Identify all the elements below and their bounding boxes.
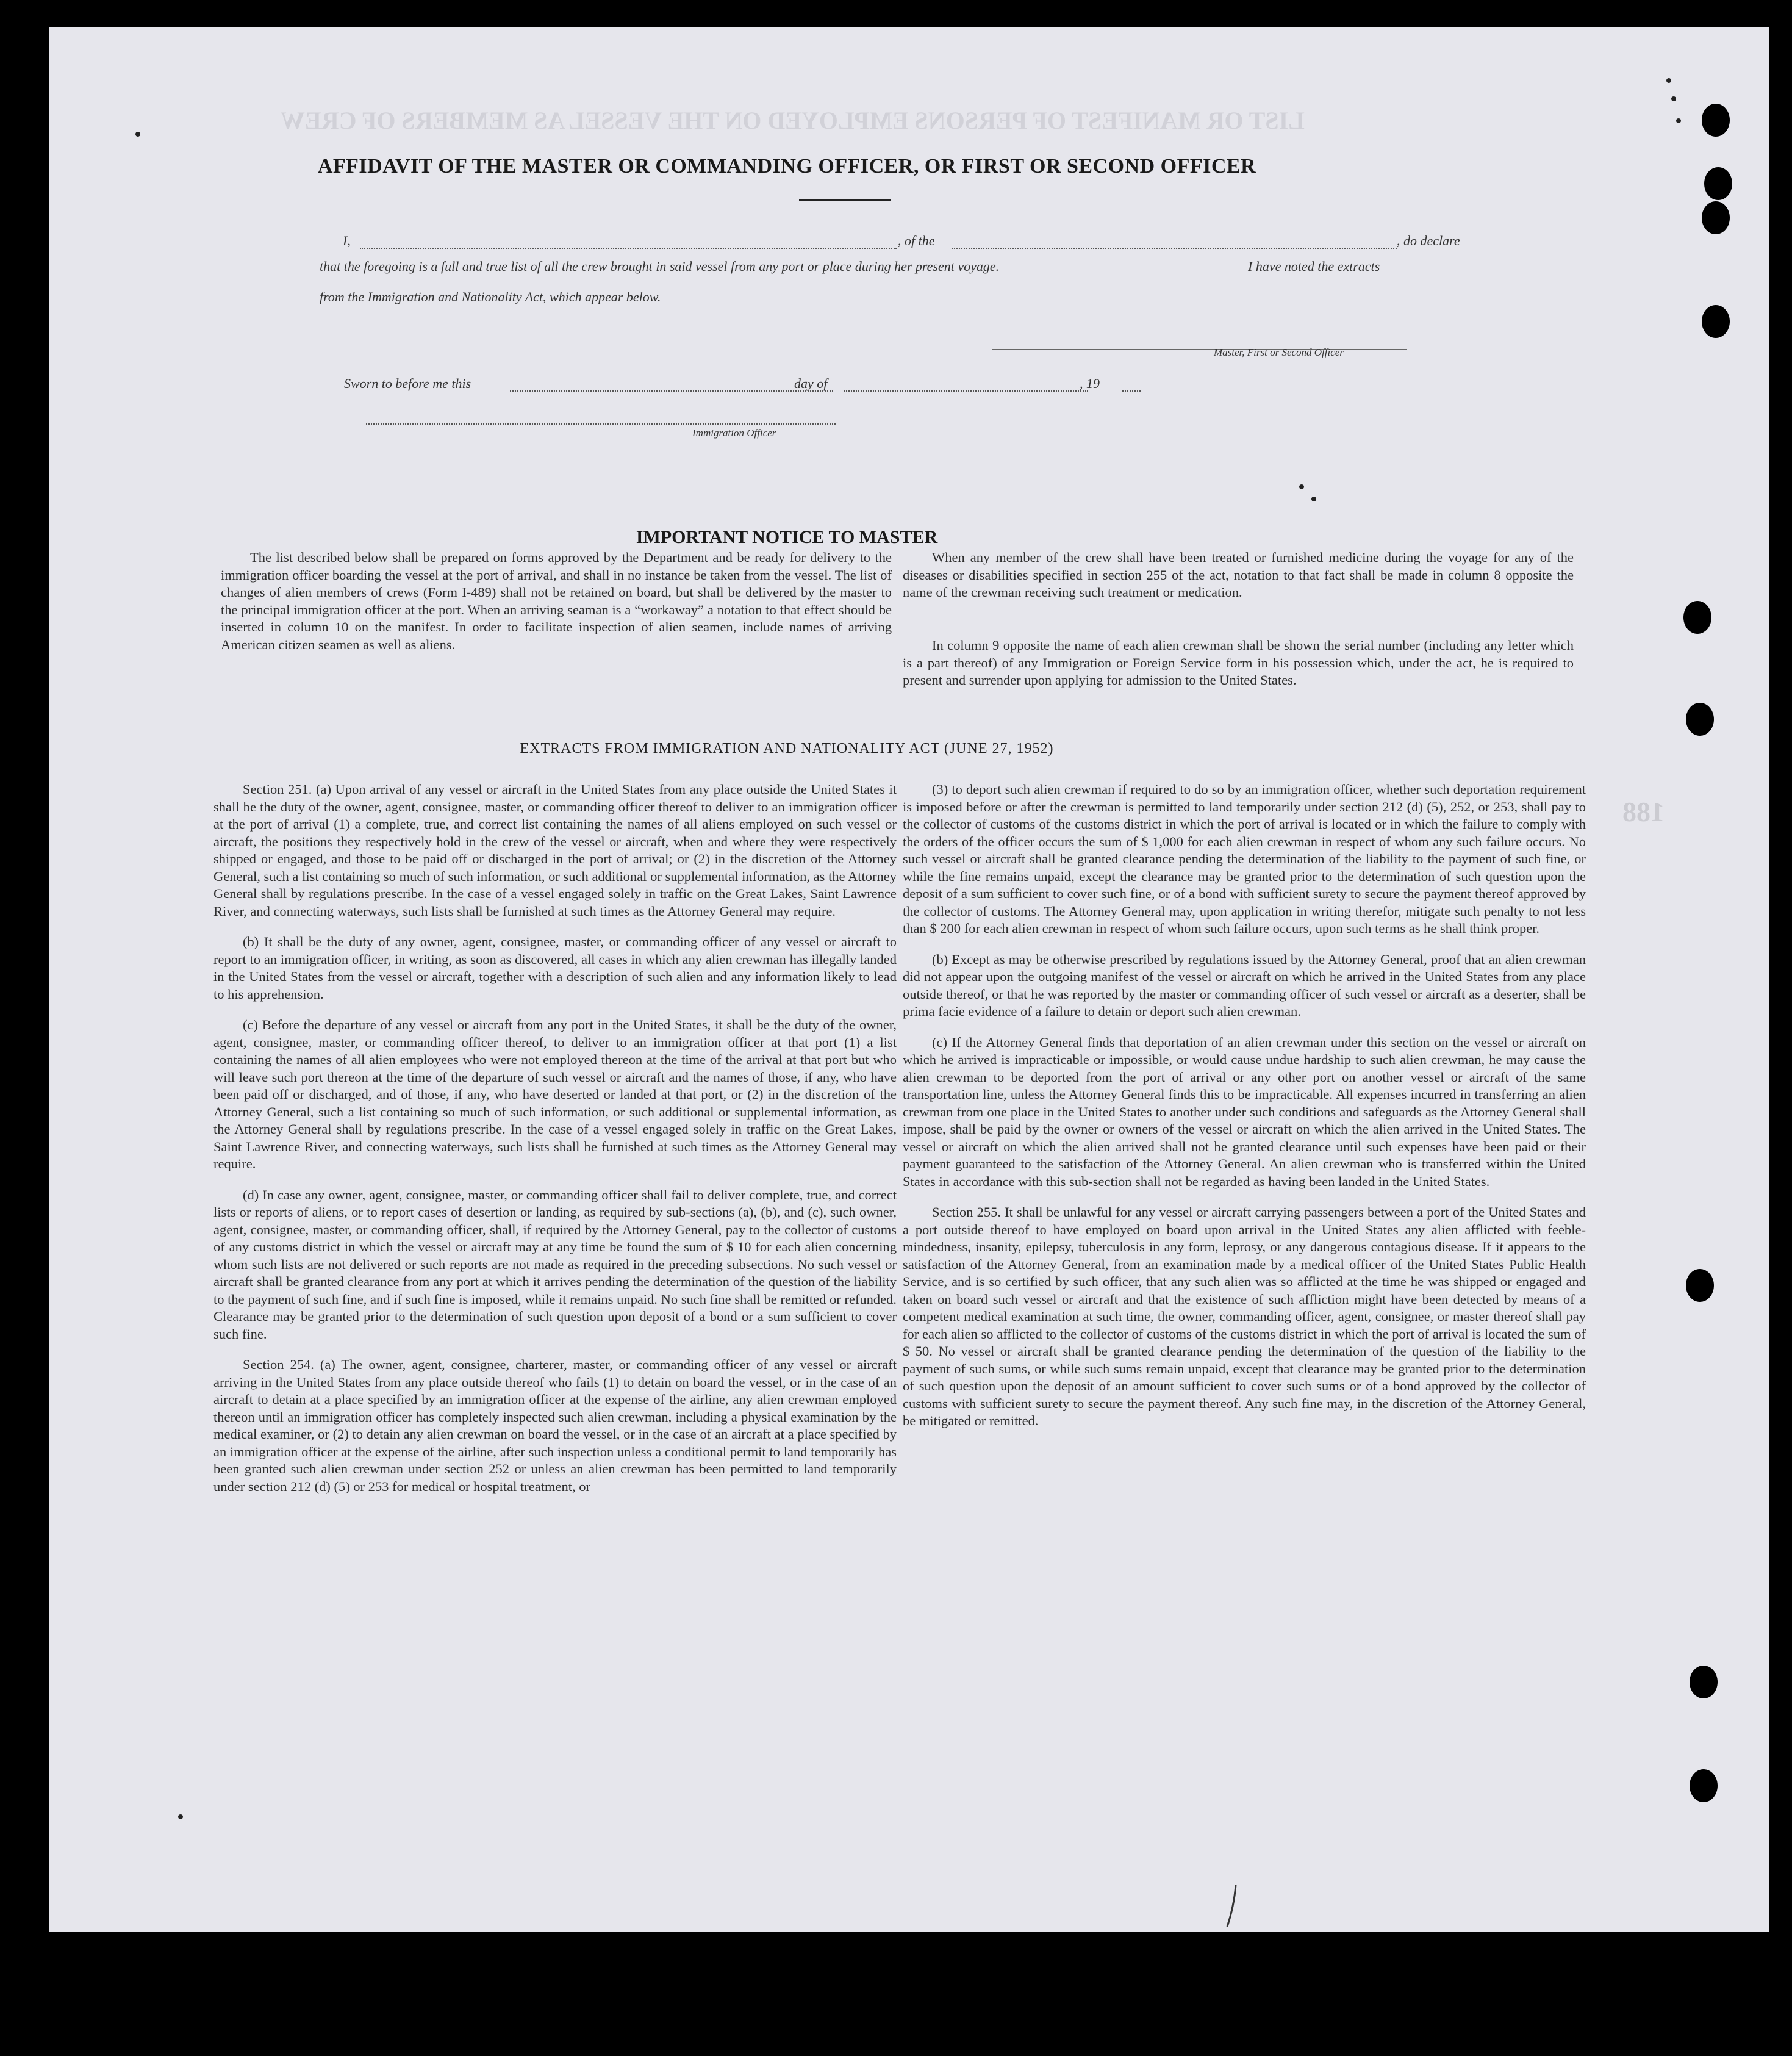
affidavit-title: AFFIDAVIT OF THE MASTER OR COMMANDING OFFICER, OR FIRST OR SECOND OFFICER [317,155,1256,178]
extracts-title: EXTRACTS FROM IMMIGRATION AND NATIONALITY ACT (JUNE 27, 1952) [520,741,1054,757]
bleed-through-heading: LIST OR MANIFEST OF PERSONS EMPLOYED ON THE VESSEL AS MEMBERS OF CREW [281,107,1305,134]
section-254-b: (b) Except as may be otherwise prescribed by regulations issued by the Attorney General, proof that an alien crewman did not appear upon the outgoing manifest of the vessel or aircraft on which he arrived in the United States from any place outside thereof, or that he was reported by the master or commanding officer of such vessel or aircraft as a deserter, shall be prima facie evidence of a failure to detain or deport such alien crewman. [903,951,1586,1019]
affidavit-of-the-label: , of the [898,233,935,248]
affidavit-i-label: I, [343,233,351,248]
day-of-label: day of [794,376,828,391]
sworn-day-field[interactable] [510,390,833,392]
officer-signature-line[interactable] [366,423,836,425]
speck [1676,118,1681,123]
punch-hole [1690,1666,1718,1698]
section-254-a: Section 254. (a) The owner, agent, consignee, charterer, master, or commanding officer of any vessel or aircraft arriving in the United States from any place outside thereof who fails (1) to detain on board the vessel, or in the case of an aircraft to detain at a place specified by an immigration officer at the expense of the airline, any alien crewman employed thereon until an immigration officer has completely inspected such alien crewman, including a physical examination by the medical examiner, or (2) to detain any alien crewman on board the vessel, or in the case of an aircraft at a place specified by an immigration officer at the expense of the airline, after such inspection unless a conditional permit to land temporarily has been granted such alien crewman under section 252 or unless an alien crewman has been permitted to land temporarily under section 212 (d) (5) or 253 for medical or hospital treatment, or [213,1357,897,1494]
affidavit-do-declare-label: , do declare [1397,233,1460,248]
officer-signature-label: Immigration Officer [692,427,776,439]
section-254-a-cont: (3) to deport such alien crewman if required to do so by an immigration officer, whether such deportation requirement is imposed before or after the crewman is permitted to land temporarily under section 212 (d) (5), 252, or 253, shall pay to the collector of customs of the customs district in which the port of arrival is located or in which the failure to comply with the orders of the officer occurs the sum of $ 1,000 for each alien crewman in respect of whom any such failure occurs. No such vessel or aircraft shall be granted clearance pending the determination of the liability to the payment of such fine, or while the fine remains unpaid, except the clearance may be granted prior to the determination of such question upon the deposit of a sum sufficient to cover such fine, or of a bond with sufficient surety to secure the payment thereof approved by the collector of customs. The Attorney General may, upon application in writing therefor, mitigate such penalty to not less than $ 200 for each alien crewman in respect of whom such failure occurs, upon such terms as he shall think proper. [903,782,1586,936]
document-page [49,27,1769,1932]
affidavit-vessel-field[interactable] [952,248,1397,249]
section-251-a: Section 251. (a) Upon arrival of any vessel or aircraft in the United States from any place outside the United States it shall be the duty of the owner, agent, consignee, master, or commanding officer thereof to deliver to an immigration officer at the port of arrival (1) a complete, true, and correct list containing the names of all aliens employed on such vessel or aircraft, the positions they respectively hold in the crew of the vessel or aircraft, when and where they were respectively shipped or engaged, and those to be paid off or discharged in the port of arrival; or (2) in the discretion of the Attorney General, such a list containing so much of such information, or such additional or supplemental information, as the Attorney General shall by regulations prescribe. In the case of a vessel engaged solely in traffic on the Great Lakes, Saint Lawrence River, and connecting waterways, such lists shall be furnished at such times as the Attorney General may require. [213,782,897,919]
pen-mark [1220,1882,1244,1930]
speck [1299,484,1304,489]
speck [1666,78,1671,83]
notice-left-paragraph: The list described below shall be prepared on forms approved by the Department and be ready for delivery to the immigration officer boarding the vessel at the port of arrival, and shall in no instance be taken from the vessel. The list of changes of alien members of crews (Form I-489) shall not be retained on board, but shall be delivered by the master to the principal immigration officer at the port. When an arriving seaman is a “workaway” a notation to that effect should be inserted in column 10 on the manifest. In order to facilitate inspection of alien seamen, include names of arriving American citizen seamen as well as aliens. [221,550,892,652]
affidavit-extracts-note: I have noted the extracts [1248,259,1380,274]
section-251-d: (d) In case any owner, agent, consignee, master, or commanding officer shall fail to deliver complete, true, and correct lists or reports of aliens, or to report cases of desertion or landing, as required by sub-sections (a), (b), and (c), such owner, agent, consignee, master, or commanding officer, shall, if required by the Attorney General, pay to the collector of customs of any customs district in which the vessel or aircraft may at any time be found the sum of $ 10 for each alien concerning whom such lists are not delivered or such reports are not made as required in the preceding subsections. No such vessel or aircraft shall be granted clearance from any port at which it arrives pending the determination of the question of the liability to the payment of such fine, and if such fine is imposed, while it remains unpaid. No such fine shall be remitted or refunded. Clearance may be granted prior to the determination of such question upon deposit of a bond or a sum sufficient to cover such fine. [213,1187,897,1342]
master-signature-line[interactable] [992,349,1407,350]
sworn-label: Sworn to before me this [344,376,471,391]
year-label: , 19 [1080,376,1100,391]
notice-right-paragraph-1: When any member of the crew shall have been treated or furnished medicine during the voyage for any of the diseases or disabilities specified in section 255 of the act, notation to that fact shall be made in column 8 opposite the name of the crewman receiving such treatment or medication. [903,550,1574,600]
bleed-through-page-number: 188 [1622,796,1665,827]
speck [1311,497,1316,501]
section-251-c: (c) Before the departure of any vessel or aircraft from any port in the United States, it shall be the duty of the owner, agent, consignee, master, or commanding officer thereof, to deliver to an immigration officer at that port (1) a list containing the names of all alien employees who were not employed thereon at the time of the arrival at that port but who will leave such port thereon at the time of the departure of such vessel or aircraft and the names of those, if any, who have been paid off or discharged, and of those, if any, who have deserted or landed at that port, or (2) in the discretion of the Attorney General, such a list containing so much of such information, or such additional or supplemental information, as the Attorney General shall by regulations prescribe. In the case of a vessel engaged solely in traffic on the Great Lakes, Saint Lawrence River, and connecting waterways, such lists shall be furnished at such times as the Attorney General may require. [213,1017,897,1171]
extracts-right-column [903,781,1586,1443]
sworn-year-field[interactable] [1122,390,1141,392]
title-divider [799,199,891,201]
section-251-b: (b) It shall be the duty of any owner, agent, consignee, master, or commanding officer of any vessel or aircraft to report to an immigration officer, in writing, as soon as discovered, all cases in which any alien crewman has illegally landed in the United States from the vessel or aircraft, together with a description of such alien and any information likely to lead to his apprehension. [213,934,897,1002]
punch-hole [1702,201,1730,234]
speck [135,132,140,137]
punch-hole [1683,601,1711,634]
section-255: Section 255. It shall be unlawful for any vessel or aircraft carrying passengers between a port of the United States and a port outside thereof to have employed on board upon arrival in the United States any alien afflicted with feeble-mindedness, insanity, epilepsy, tuberculosis in any form, leprosy, or any dangerous contagious disease. If it appears to the satisfaction of the Attorney General, from an examination made by a medical officer of the United States Public Health Service, and is so certified by such officer, that any such alien was so afflicted at the time he was shipped or engaged and taken on board such vessel or aircraft and that the existence of such affliction might have been detected by means of a competent medical examination at such time, the owner, commanding officer, agent, consignee, or master thereof shall pay for each alien so afflicted to the collector of customs of the customs district in which the port of arrival is located the sum of $ 50. No vessel or aircraft shall be granted clearance pending the determination of the question of the liability to the payment of such sums, or while such sums remain unpaid, except that clearance may be granted prior to the determination of such question upon the deposit of an amount sufficient to cover such sums or of a bond approved by the collector of customs with sufficient surety to secure the payment thereof. Any such fine may, in the discretion of the Attorney General, be mitigated or remitted. [903,1204,1586,1428]
notice-right-paragraph-2: In column 9 opposite the name of each alien crewman shall be shown the serial number (including any letter which is a part thereof) of any Immigration or Foreign Service form in his possession which, under the act, he is required to present and surrender upon applying for admission to the United States. [903,638,1574,688]
punch-hole [1702,104,1730,137]
affidavit-statement-line: that the foregoing is a full and true list of all the crew brought in said vessel from any port or place during her present voyage. [320,259,1000,274]
section-254-c: (c) If the Attorney General finds that deportation of an alien crewman under this section on the vessel or aircraft on which he arrived is impracticable or impossible, or would cause undue hardship to such alien crewman, he may cause the alien crewman to be deported from the port of arrival or any other port on another vessel or aircraft of the same transportation line, unless the Attorney General finds this to be impracticable. All expenses incurred in transferring an alien crewman from one place in the United States to another under such conditions and safeguards as the Attorney General shall impose, shall be paid by the owner or owners of the vessel or aircraft on which the alien arrived in the United States. The vessel or aircraft on which the alien arrived shall not be granted clearance until such expenses have been paid or their payment guaranteed to the satisfaction of the Attorney General. An alien crewman who is transferred within the United States in accordance with this sub-section shall not be regarded as having been landed in the United States. [903,1034,1586,1189]
speck [178,1814,183,1819]
extracts-left-column [213,781,897,1509]
punch-hole [1690,1769,1718,1802]
sworn-month-field[interactable] [844,390,1088,392]
notice-title: IMPORTANT NOTICE TO MASTER [636,527,938,547]
punch-hole [1686,1269,1714,1302]
affidavit-name-field[interactable] [360,248,897,249]
master-signature-label: Master, First or Second Officer [1214,347,1344,358]
punch-hole [1686,703,1714,736]
punch-hole [1702,305,1730,338]
affidavit-act-line: from the Immigration and Nationality Act, which appear below. [320,289,661,304]
punch-hole [1704,167,1732,200]
speck [1671,96,1676,101]
